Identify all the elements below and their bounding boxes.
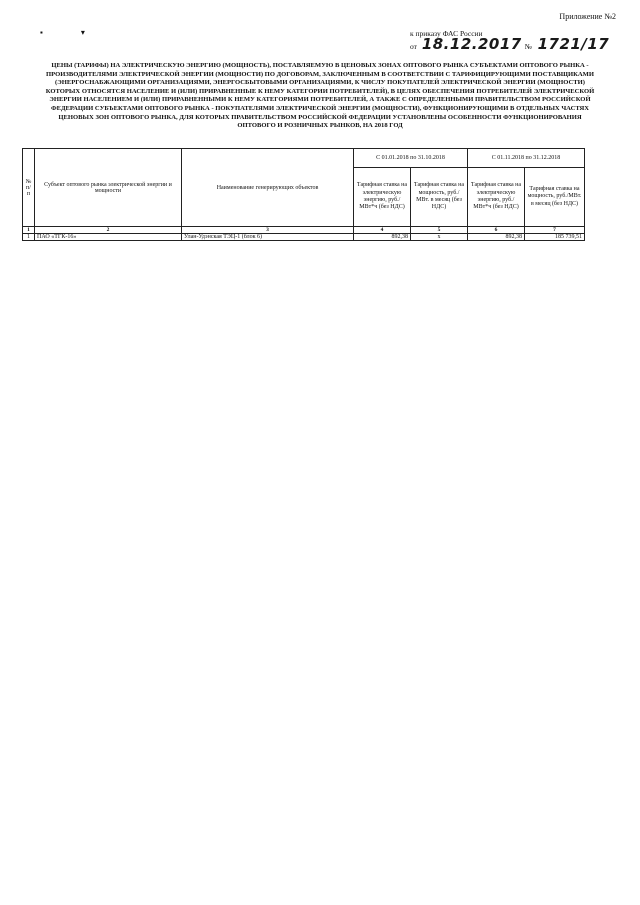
column-numbers-row — [23, 227, 585, 234]
order-date: 18.12.2017 — [421, 35, 522, 53]
row-power-rate-1: х — [411, 234, 468, 241]
row-energy-rate-2: 892,38 — [468, 234, 525, 241]
column-number: 1 — [23, 227, 35, 234]
order-from-label: от — [410, 42, 417, 51]
header-subject: Субъект оптового рынка электрической энергии и мощности — [35, 149, 182, 227]
order-reference: к приказу ФАС России — [410, 29, 483, 38]
row-object: Улан-Удэнская ТЭЦ-1 (блок 6) — [182, 234, 354, 241]
column-number: 4 — [354, 227, 411, 234]
column-number: 6 — [468, 227, 525, 234]
document-title: ЦЕНЫ (ТАРИФЫ) НА ЭЛЕКТРИЧЕСКУЮ ЭНЕРГИЮ (МОЩНОСТЬ), ПОСТАВЛЯЕМУЮ В ЦЕНОВЫХ ЗОНАХ ОПТОВОГО РЫНКА СУБЪЕКТАМИ ОПТОВОГО РЫНКА - ПРОИЗВОДИТЕЛЯМИ ЭЛЕКТРИЧЕСКОЙ ЭНЕРГИИ (МОЩНОСТИ) ПО ДОГОВОРАМ, ЗАКЛЮЧЕННЫМ В СООТВЕТСТВИИ С ТАРИФИЦИРУЮЩИМИ ПОСТАВЩИКАМИ (ЭНЕРГОСНАБЖАЮЩИМИ ОРГАНИЗАЦИЯМИ, ЭНЕРГОСБЫТОВЫМИ ОРГАНИЗАЦИЯМИ, К ЧИСЛУ ПОКУПАТЕЛЕЙ ЭЛЕКТРИЧЕСКОЙ ЭНЕРГИИ (МОЩНОСТИ) КОТОРЫХ ОТНОСЯТСЯ НАСЕЛЕНИЕ И (ИЛИ) ПРИРАВНЕННЫЕ К НЕМУ КАТЕГОРИИ ПОТРЕБИТЕЛЕЙ), В ЦЕЛЯХ ОБЕСПЕЧЕНИЯ ПОТРЕБИТЕЛЕЙ ЭЛЕКТРИЧЕСКОЙ ЭНЕРГИИ НАСЕЛЕНИЕМ И (ИЛИ) ПРИРАВНЕННЫМИ К НЕМУ КАТЕГОРИЯМИ ПОТРЕБИТЕЛЕЙ, А ТАКЖЕ С ОПРЕДЕЛЕННЫМИ ПРАВИТЕЛЬСТВОМ РОССИЙСКОЙ ФЕДЕРАЦИИ СУБЪЕКТАМИ ОПТОВОГО РЫНКА - ПОКУПАТЕЛЯМИ ЭЛЕКТРИЧЕСКОЙ ЭНЕРГИИ (МОЩНОСТИ), ФУНКЦИОНИРУЮЩИМИ В ОТДЕЛЬНЫХ ЧАСТЯХ ЦЕНОВЫХ ЗОН ОПТОВОГО РЫНКА, ДЛЯ КОТОРЫХ ПРАВИТЕЛЬСТВОМ РОССИЙСКОЙ ФЕДЕРАЦИИ УСТАНОВЛЕНЫ ОСОБЕННОСТИ ФУНКЦИОНИРОВАНИЯ ОПТОВОГО И РОЗНИЧНЫХ РЫНКОВ, НА 2018 ГОД — [45, 62, 595, 130]
header-power-rate-1: Тарифная ставка на мощность, руб./МВт. в месяц (без НДС) — [411, 168, 468, 227]
row-num: 1 — [23, 234, 35, 241]
order-date-line — [410, 35, 609, 53]
header-objects: Наименование генерирующих объектов — [182, 149, 354, 227]
appendix-label: Приложение №2 — [559, 12, 616, 21]
column-number: 7 — [525, 227, 585, 234]
table-row — [23, 234, 585, 241]
row-subject: ПАО «ТГК-16» — [35, 234, 182, 241]
order-number-label: № — [524, 42, 532, 51]
row-power-rate-2: 185 739,51 — [525, 234, 585, 241]
header-period-1: С 01.01.2018 по 31.10.2018 — [354, 149, 468, 168]
order-number: 1721/17 — [537, 35, 610, 53]
scan-specks: ▪ ▾ — [40, 28, 103, 37]
header-energy-rate-2: Тарифная ставка на электрическую энергию, руб./МВт*ч (без НДС) — [468, 168, 525, 227]
column-number: 3 — [182, 227, 354, 234]
header-energy-rate-1: Тарифная ставка на электрическую энергию, руб./МВт*ч (без НДС) — [354, 168, 411, 227]
header-num: № п/п — [23, 149, 35, 227]
tariff-table — [22, 148, 585, 241]
column-number: 2 — [35, 227, 182, 234]
row-energy-rate-1: 892,38 — [354, 234, 411, 241]
header-power-rate-2: Тарифная ставка на мощность, руб./МВт. в месяц (без НДС) — [525, 168, 585, 227]
column-number: 5 — [411, 227, 468, 234]
header-period-2: С 01.11.2018 по 31.12.2018 — [468, 149, 585, 168]
